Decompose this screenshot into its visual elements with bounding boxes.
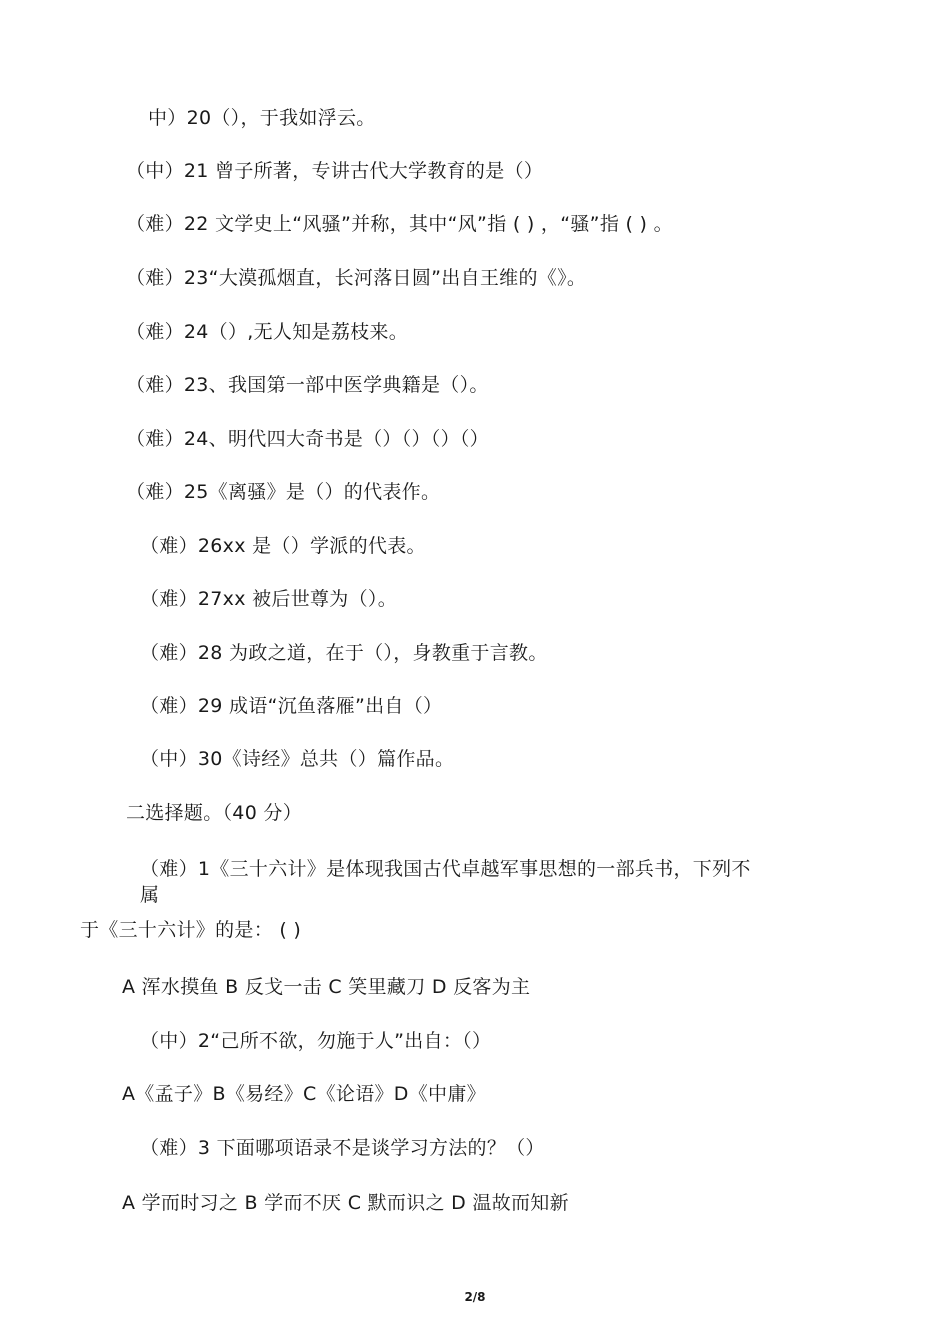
question-23: （难）23“大漠孤烟直，长河落日圆”出自王维的《》。 [126,267,587,289]
question-23b: （难）23、我国第一部中医学典籍是（）。 [126,374,489,396]
question-26: （难）26xx 是（）学派的代表。 [140,535,426,557]
section-title: 二选择题。（40 分） [126,802,303,824]
question-25: （难）25《离骚》是（）的代表作。 [126,481,441,503]
page-number: 2/8 [464,1290,486,1304]
choice-q1-stem-line2: 属 [140,884,160,906]
choice-q2-options: A《孟子》B《易经》C《论语》D《中庸》 [122,1083,486,1105]
question-20: 中）20（），于我如浮云。 [148,107,376,129]
choice-q1-stem-line1: （难）1《三十六计》是体现我国古代卓越军事思想的一部兵书，下列不 [140,858,751,880]
question-27: （难）27xx 被后世尊为（）。 [140,588,398,610]
choice-q1-options: A 浑水摸鱼 B 反戈一击 C 笑里藏刀 D 反客为主 [122,976,531,998]
question-22: （难）22 文学史上“风骚”并称，其中“风”指 ( ) ，“骚”指 ( ) 。 [126,213,673,235]
question-21: （中）21 曾子所著，专讲古代大学教育的是（） [126,160,544,182]
choice-q1-stem-line3: 于《三十六计》的是： ( ) [80,919,302,941]
choice-q3-stem: （难）3 下面哪项语录不是谈学习方法的？（） [140,1137,545,1159]
question-24b: （难）24、明代四大奇书是（）（）（）（） [126,428,489,450]
question-29: （难）29 成语“沉鱼落雁”出自（） [140,695,443,717]
choice-q3-options: A 学而时习之 B 学而不厌 C 默而识之 D 温故而知新 [122,1192,569,1214]
question-24: （难）24（）,无人知是荔枝来。 [126,321,409,343]
question-28: （难）28 为政之道，在于（），身教重于言教。 [140,642,548,664]
choice-q2-stem: （中）2“己所不欲，勿施于人”出自：（） [140,1030,492,1052]
question-30: （中）30《诗经》总共（）篇作品。 [140,748,455,770]
